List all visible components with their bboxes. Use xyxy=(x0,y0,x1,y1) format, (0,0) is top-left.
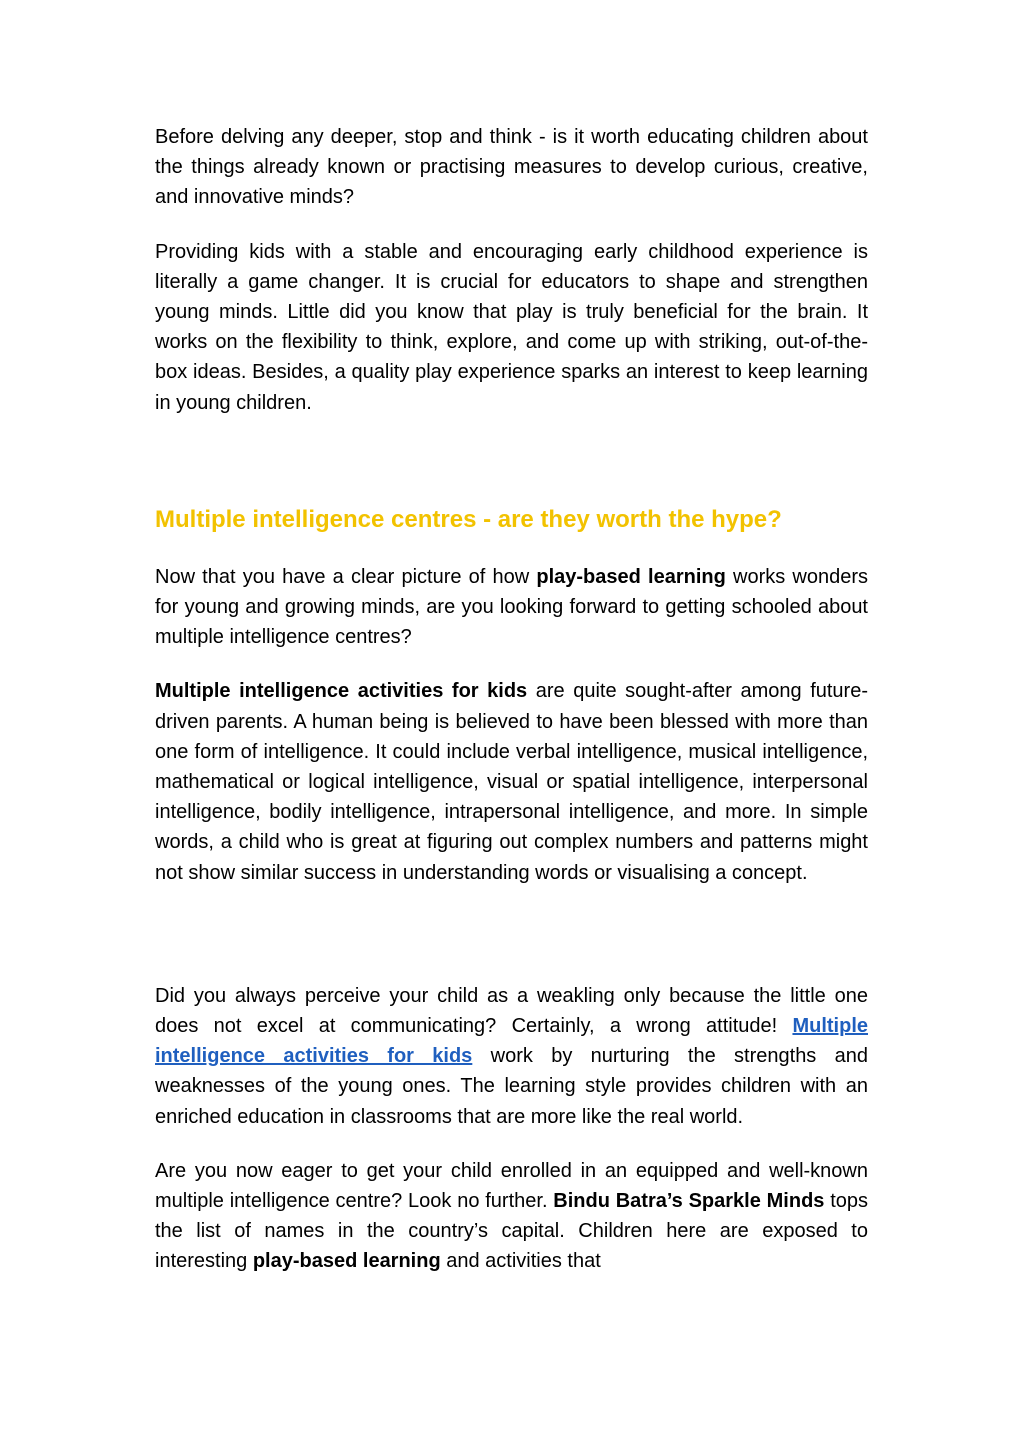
document-body xyxy=(155,122,868,1277)
text-run: Did you always perceive your child as a weakling only because the little one does not excel at communicating? Certainly, a wrong attitude! xyxy=(155,984,868,1038)
bold-phrase-bindu-batra: Bindu Batra’s Sparkle Minds xyxy=(553,1190,825,1213)
text-run: tops the list of names in the country’s capital. Children here are exposed to interesting xyxy=(155,1190,869,1273)
paragraph-intro: Before delving any deeper, stop and think - is it worth educating children about the things already known or practising measures to develop curious, creative, and innovative minds? xyxy=(155,126,868,209)
bold-phrase-play-based-learning-2: play-based learning xyxy=(252,1250,441,1273)
text-run: and activities that xyxy=(440,1250,601,1273)
paragraph-play-based-learning xyxy=(155,562,868,653)
section-heading: Multiple intelligence centres - are they worth the hype? xyxy=(155,505,782,533)
paragraph-multiple-intelligence xyxy=(155,676,868,887)
text-run: Are you now eager to get your child enrolled in an equipped and well-known multiple intelligence centre? Look no further. xyxy=(155,1159,868,1213)
text-run: are quite sought-after among future-driven parents. A human being is believed to have been blessed with more than one form of intelligence. It could include verbal intelligence, musical intelligence, mathematical or logical intelligence, visual or spatial intelligence, interpersonal intelligence, bodily intelligence, intrapersonal intelligence, and more. In simple words, a child who is great at figuring out complex numbers and patterns might not show similar success in understanding words or visualising a concept. xyxy=(155,680,869,884)
text-run: works wonders for young and growing minds, are you looking forward to getting schooled about multiple intelligence centres? xyxy=(155,565,868,649)
paragraph-enroll xyxy=(155,1156,868,1277)
paragraph-weakling xyxy=(155,981,868,1132)
text-run: Now that you have a clear picture of how xyxy=(155,565,537,588)
bold-phrase-mi-activities: Multiple intelligence activities for kids xyxy=(155,680,528,703)
bold-phrase-play-based-learning: play-based learning xyxy=(536,565,726,588)
paragraph-play-benefits: Providing kids with a stable and encouraging early childhood experience is literally a game changer. It is crucial for educators to shape and strengthen young minds. Little did you know that play is truly beneficial for the brain. It works on the flexibility to think, explore, and come up with striking, out-of-the-box ideas. Besides, a quality play experience sparks an interest to keep learning in young children. xyxy=(155,240,868,414)
text-run: work by nurturing the strengths and weaknesses of the young ones. The learning style provides children with an enriched education in classrooms that are more like the real world. xyxy=(155,1045,869,1128)
link-mi-activities[interactable]: Multiple intelligence activities for kids xyxy=(155,1015,868,1068)
